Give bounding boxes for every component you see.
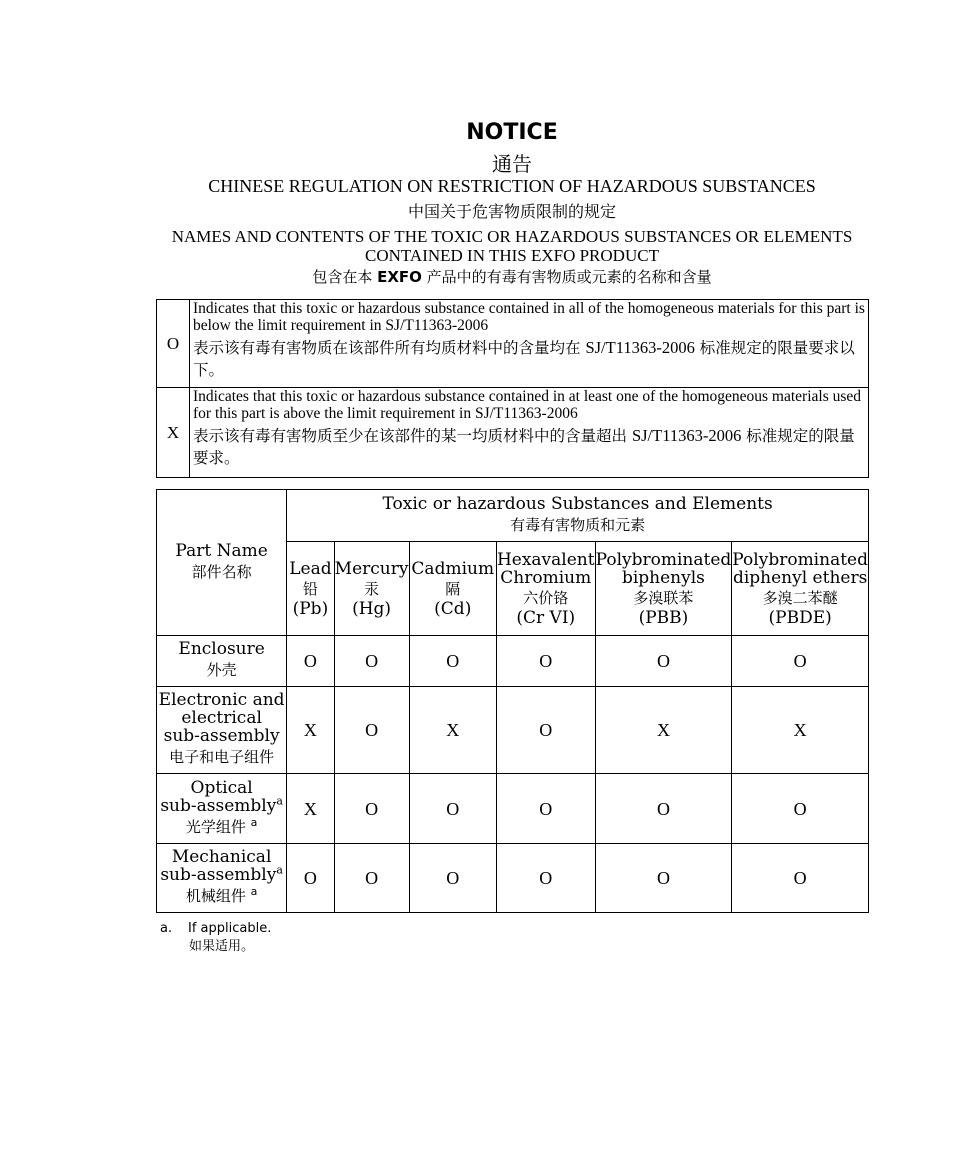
legend-symbol: X [157, 388, 190, 478]
regulation-title: CHINESE REGULATION ON RESTRICTION OF HAZARDOUS SUBSTANCES [208, 176, 816, 196]
names-title-cn [0, 266, 954, 287]
part-name-cell: Optical sub-assembly$^a$ 光学组件 $^a$ [157, 774, 287, 844]
value-cell: O [409, 636, 496, 687]
value-cell: O [496, 687, 595, 774]
table-header-row [157, 490, 869, 542]
value-cell: O [334, 774, 409, 844]
column-header-cadmium: Cadmium 隔 (Cd) [409, 542, 496, 636]
table-row [157, 774, 869, 844]
part-name-cell: Electronic and electrical sub-assembly 电子和电子组件 [157, 687, 287, 774]
value-cell: O [287, 844, 334, 913]
names-cn-prefix: 包含在本 [312, 268, 378, 286]
names-cn-suffix: 产品中的有毒有害物质或元素的名称和含量 [421, 268, 712, 286]
table-row [157, 687, 869, 774]
legend-description-en: Indicates that this toxic or hazardous substance contained in all of the homogeneous materials for this part is below the limit requirement in SJ/T11363-2006 [193, 300, 865, 334]
column-header-chromium: Hexavalent Chromium 六价铬 (Cr VI) [496, 542, 595, 636]
legend-description-en: Indicates that this toxic or hazardous substance contained in at least one of the homogeneous materials used for this part is above the limit requirement in SJ/T11363-2006 [193, 388, 862, 422]
value-cell: X [287, 774, 334, 844]
regulation-title-cn: 中国关于危害物质限制的规定 [407, 202, 616, 221]
legend-description-cn: 表示该有毒有害物质在该部件所有均质材料中的含量均在 SJ/T11363-2006 标准规定的限量要求以下。 [193, 338, 855, 379]
value-cell: O [287, 636, 334, 687]
column-header-pbde: Polybrominated diphenyl ethers 多溴二苯醚 (PBDE) [732, 542, 869, 636]
legend-table [156, 299, 869, 478]
substances-table [156, 489, 869, 913]
value-cell: O [409, 844, 496, 913]
value-cell: X [409, 687, 496, 774]
footnote [160, 920, 271, 956]
legend-description [190, 388, 869, 478]
part-name-cell: Mechanical sub-assembly$^a$ 机械组件 $^a$ [157, 844, 287, 913]
names-title-line2: CONTAINED IN THIS EXFO PRODUCT [365, 246, 659, 265]
table-row [157, 844, 869, 913]
part-name-cell: Enclosure 外壳 [157, 636, 287, 687]
value-cell: X [287, 687, 334, 774]
legend-description-cn: 表示该有毒有害物质至少在该部件的某一均质材料中的含量超出 SJ/T11363-2006 标准规定的限量要求。 [193, 426, 855, 467]
value-cell: O [732, 844, 869, 913]
notice-title: NOTICE [466, 120, 558, 145]
legend-symbol: O [157, 300, 190, 388]
footnote-text: If applicable. [188, 921, 272, 936]
column-header-pbb: Polybrominated biphenyls 多溴联苯 (PBB) [595, 542, 732, 636]
table-row [157, 636, 869, 687]
names-title-line1: NAMES AND CONTENTS OF THE TOXIC OR HAZARDOUS SUBSTANCES OR ELEMENTS [171, 227, 853, 246]
value-cell: O [334, 636, 409, 687]
value-cell: O [732, 636, 869, 687]
value-cell: O [496, 774, 595, 844]
value-cell: O [595, 774, 732, 844]
value-cell: O [595, 844, 732, 913]
part-name-header: Part Name 部件名称 [157, 490, 287, 636]
column-header-mercury: Mercury 汞 (Hg) [334, 542, 409, 636]
value-cell: X [595, 687, 732, 774]
value-cell: O [496, 844, 595, 913]
column-header-lead: Lead 铅 (Pb) [287, 542, 334, 636]
names-cn-brand: EXFO [377, 268, 422, 286]
value-cell: O [334, 844, 409, 913]
substances-group-header: Toxic or hazardous Substances and Elements 有毒有害物质和元素 [287, 490, 869, 542]
legend-description [190, 300, 869, 388]
names-title [0, 227, 954, 265]
notice-title-cn: 通告 [492, 152, 532, 176]
value-cell: O [595, 636, 732, 687]
legend-row-o [157, 300, 869, 388]
value-cell: X [732, 687, 869, 774]
value-cell: O [334, 687, 409, 774]
value-cell: O [732, 774, 869, 844]
footnote-text-cn: 如果适用。 [189, 939, 255, 954]
value-cell: O [496, 636, 595, 687]
value-cell: O [409, 774, 496, 844]
legend-row-x [157, 388, 869, 478]
footnote-mark: a. [160, 921, 173, 936]
